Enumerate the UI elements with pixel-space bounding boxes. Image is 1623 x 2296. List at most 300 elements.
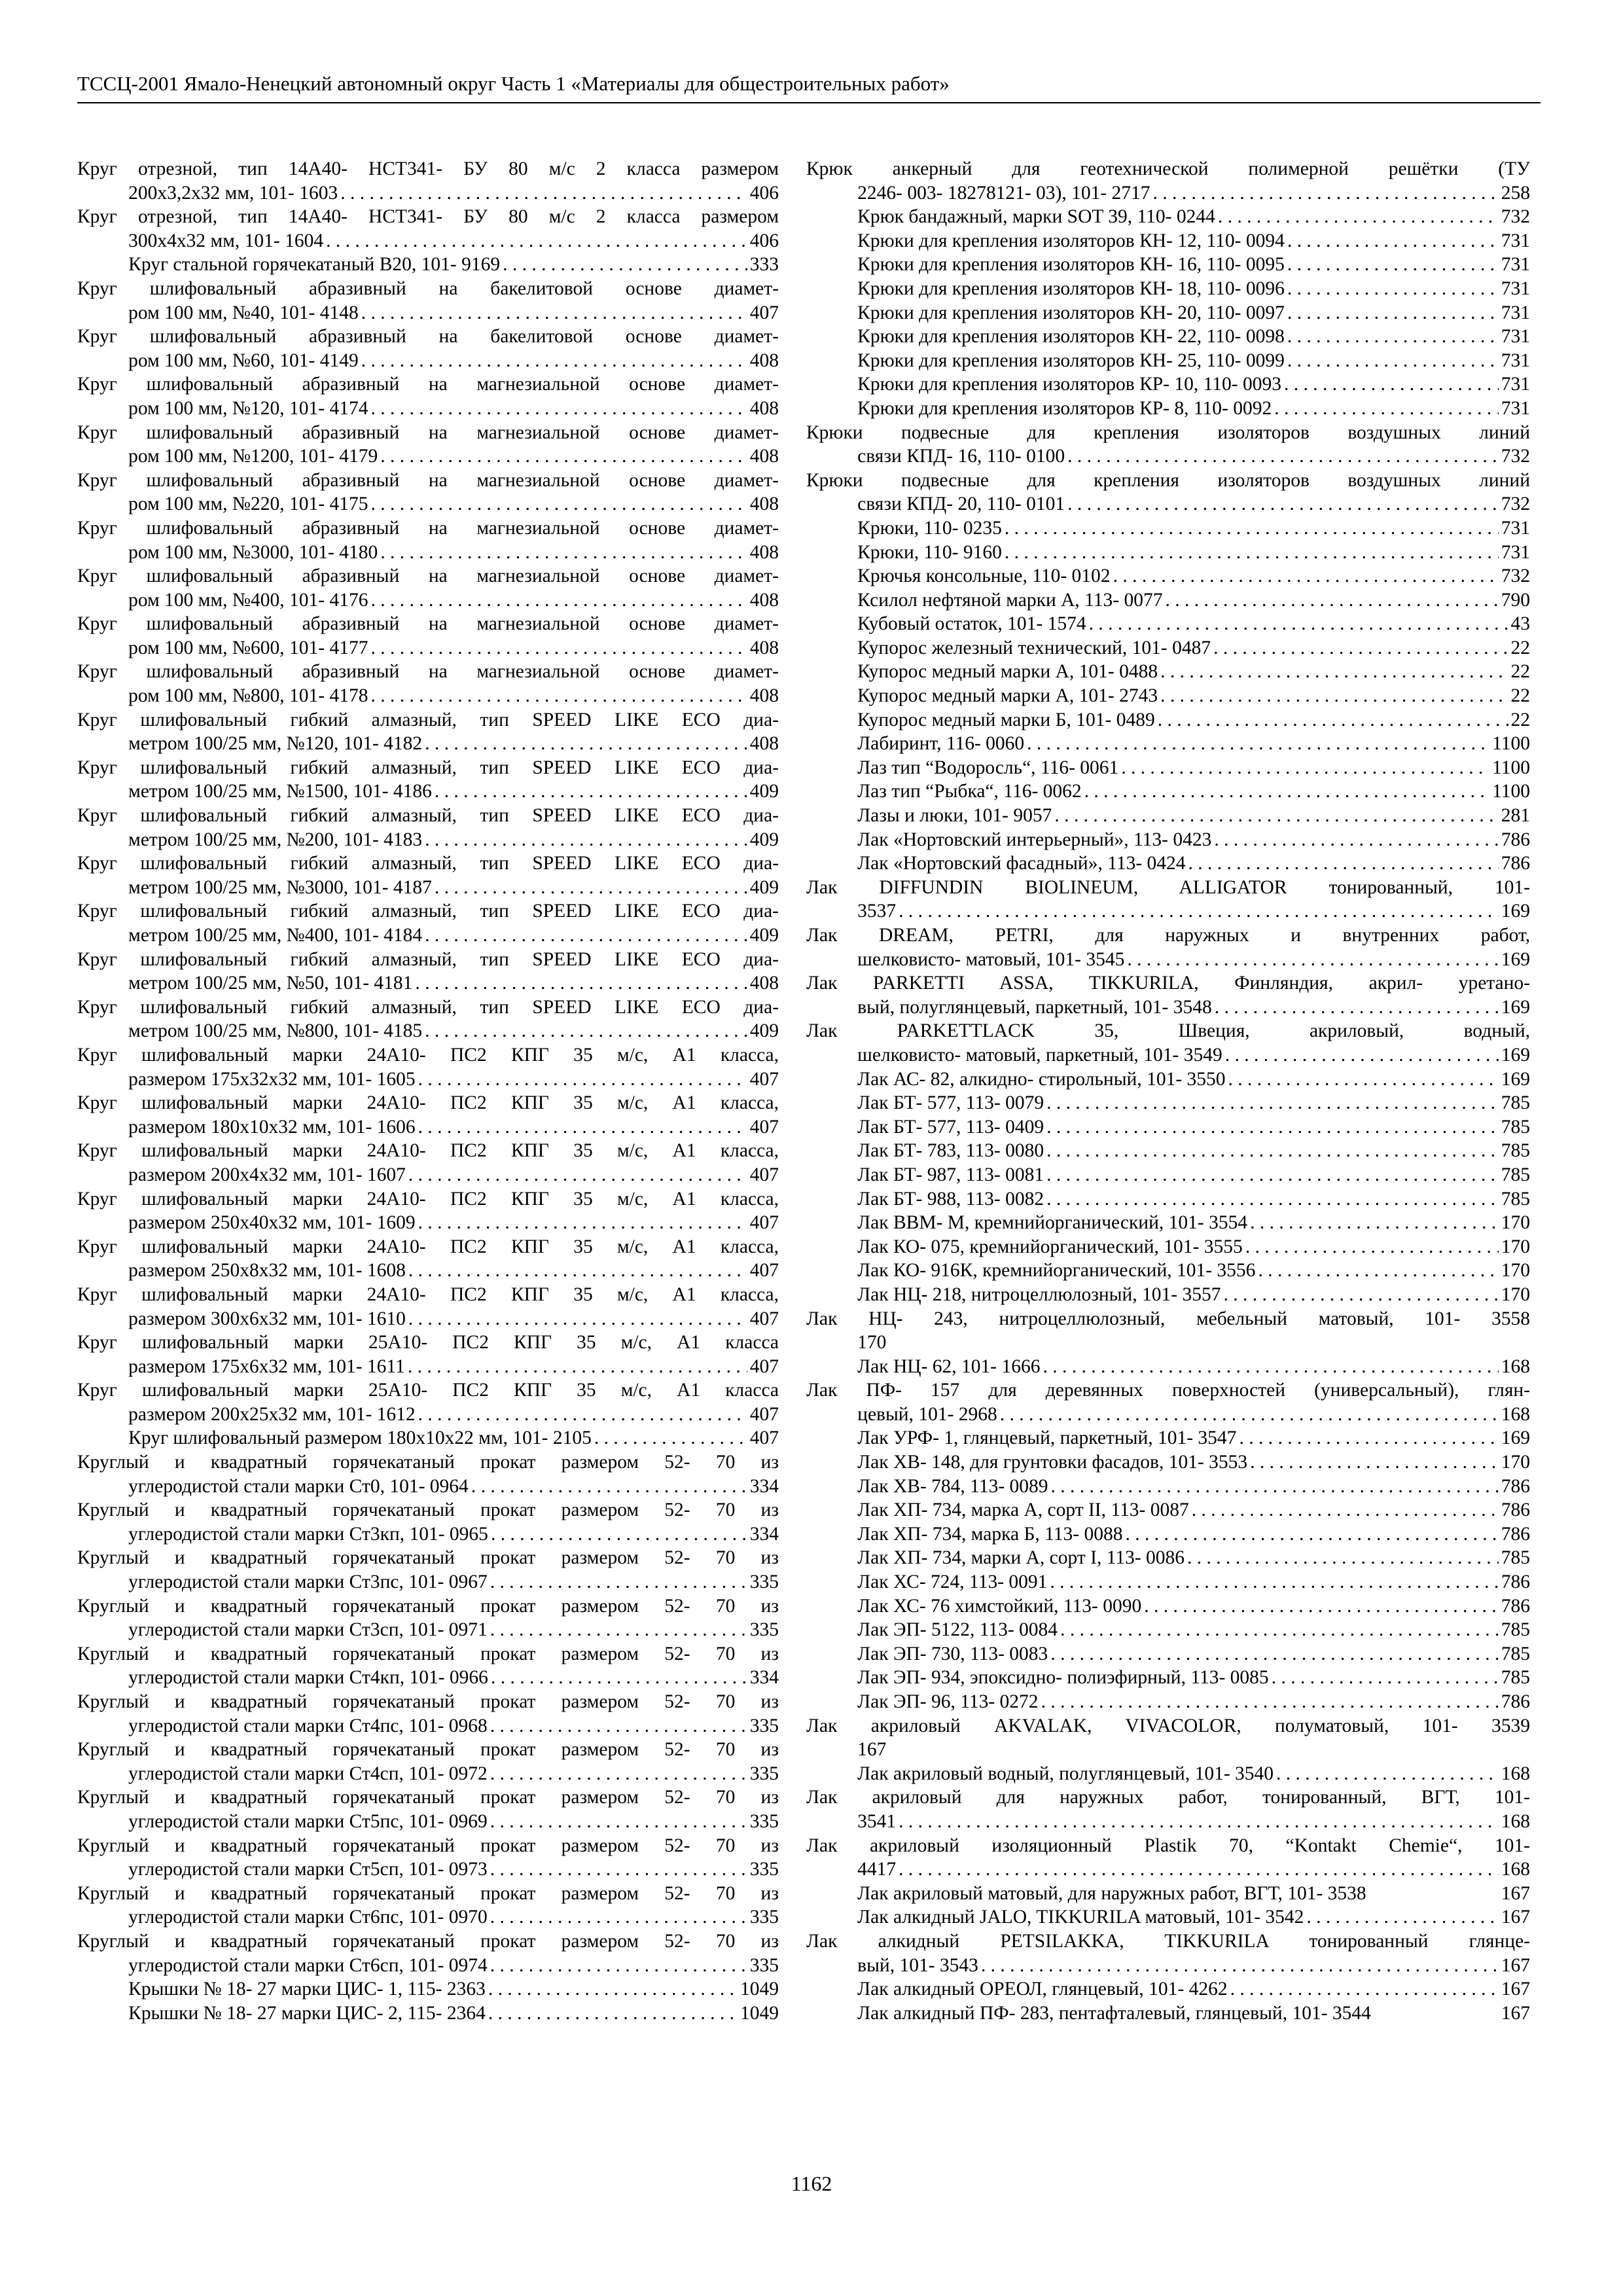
index-entry-page: 407	[749, 1260, 779, 1282]
index-entry-text: Крюки для крепления изоляторов КН- 16, 110- 0095	[857, 254, 1285, 276]
index-entry-text: Лак ПФ- 157 для деревянных поверхностей (универсальный), глян-	[806, 1380, 1530, 1401]
index-entry-continuation: ром 100 мм, №60, 101- 4149	[128, 350, 359, 371]
index-entry-text: Круг шлифовальный абразивный на магнезиальной основе диамет-	[77, 422, 779, 443]
index-entry-page: 406	[749, 182, 779, 204]
index-entry-page: 407	[749, 1308, 779, 1329]
index-entry	[806, 1211, 1530, 1235]
index-entry	[77, 660, 779, 708]
index-entry	[806, 229, 1530, 253]
index-entry-page: 785	[1501, 1188, 1530, 1210]
index-entry-continuation: 2246- 003- 18278121- 03), 101- 2717	[857, 182, 1150, 204]
index-entry-continuation: углеродистой стали марки Ст4пс, 101- 0968	[128, 1715, 488, 1736]
index-entry	[806, 1091, 1530, 1115]
header-rule	[77, 102, 1541, 103]
index-entry	[806, 612, 1530, 636]
dot-leader	[1046, 1187, 1499, 1211]
dot-leader	[1274, 397, 1499, 421]
index-entry	[806, 804, 1530, 828]
dot-leader	[491, 1522, 747, 1547]
index-entry-continuation: размером 175х6х32 мм, 101- 1611	[128, 1355, 405, 1377]
index-entry-page: 785	[1501, 1547, 1530, 1569]
index-entry	[806, 780, 1530, 804]
index-entry	[806, 660, 1530, 684]
index-entry-continuation: размером 200х25х32 мм, 101- 1612	[128, 1403, 416, 1425]
index-entry	[77, 2001, 779, 2026]
index-entry-page: 731	[1501, 517, 1530, 539]
index-entry-text: Круглый и квадратный горячекатаный прокат размером 52- 70 из	[77, 1835, 779, 1856]
index-entry	[806, 421, 1530, 469]
index-entry-page: 731	[1501, 230, 1530, 251]
index-entry-continuation: углеродистой стали марки Ст6пс, 101- 0970	[128, 1907, 488, 1928]
index-entry-continuation: углеродистой стали марки Ст0, 101- 0964	[128, 1475, 469, 1497]
dot-leader	[361, 349, 747, 373]
index-entry-continuation: углеродистой стали марки Ст3кп, 101- 0965	[128, 1523, 488, 1545]
index-entry-page: 731	[1501, 254, 1530, 276]
index-entry-text: Круг шлифовальный марки 25А10- ПС2 КПГ 35 м/с, А1 класса	[77, 1380, 779, 1401]
index-entry-page: 281	[1501, 805, 1530, 827]
index-entry-text: Лаз тип “Водоросль“, 116- 0061	[857, 757, 1119, 778]
index-entry-text: Кубовый остаток, 101- 1574	[857, 613, 1086, 635]
index-entry-continuation: метром 100/25 мм, №50, 101- 4181	[128, 973, 413, 994]
dot-leader	[1067, 444, 1499, 469]
dot-leader	[1258, 1259, 1498, 1283]
index-entry-page: 408	[749, 493, 779, 515]
index-entry-text: Круг шлифовальный размером 180х10х22 мм, 101- 2105	[128, 1427, 592, 1449]
index-entry	[806, 1546, 1530, 1570]
index-entry-page: 334	[749, 1475, 779, 1497]
index-entry-page: 169	[1501, 1068, 1530, 1090]
index-entry-page: 170	[1501, 1260, 1530, 1282]
index-entry-text: Крюки для крепления изоляторов КН- 18, 110- 0096	[857, 278, 1285, 299]
dot-leader	[1250, 1450, 1499, 1475]
index-entry-page: 790	[1501, 589, 1530, 611]
index-entry-continuation: углеродистой стали марки Ст4сп, 101- 0972	[128, 1763, 488, 1784]
index-entry-text: Лак БТ- 577, 113- 0409	[857, 1116, 1044, 1138]
dot-leader	[981, 1954, 1499, 1978]
index-entry-continuation: связи КПД- 20, 110- 0101	[857, 493, 1065, 515]
index-entry	[806, 876, 1530, 924]
index-entry-text: Круглый и квадратный горячекатаный прокат размером 52- 70 из	[77, 1691, 779, 1712]
index-entry-page: 786	[1501, 1571, 1530, 1593]
index-entry-page: 168	[1501, 1859, 1530, 1880]
dot-leader	[418, 1211, 747, 1235]
dot-leader	[408, 1307, 747, 1331]
index-entry-text: Крюки для крепления изоляторов КР- 10, 110- 0093	[857, 374, 1281, 395]
index-entry-text: Лак алкидный PETSILAKKA, TIKKURILA тонированный глянце-	[806, 1930, 1530, 1952]
dot-leader	[1223, 1283, 1498, 1307]
dot-leader	[415, 971, 747, 996]
index-entry-page: 408	[749, 733, 779, 755]
index-entry-text: Лак НЦ- 218, нитроцеллюлозный, 101- 3557	[857, 1283, 1221, 1305]
dot-leader	[408, 1163, 747, 1187]
index-entry-page: 409	[749, 1020, 779, 1042]
index-entry-text: Круг шлифовальный абразивный на магнезиальной основе диамет-	[77, 565, 779, 587]
dot-leader	[1153, 181, 1499, 206]
index-entry-continuation: ром 100 мм, №1200, 101- 4179	[128, 446, 378, 467]
index-entry-text: Круг шлифовальный марки 24А10- ПС2 КПГ 35 м/с, А1 класса,	[77, 1044, 779, 1066]
index-entry	[806, 756, 1530, 780]
index-entry	[806, 1666, 1530, 1690]
index-entry-page: 167	[857, 1739, 887, 1761]
index-entry	[77, 1929, 779, 1977]
index-entry-text: Круглый и квадратный горячекатаный прокат размером 52- 70 из	[77, 1739, 779, 1761]
index-entry-text: Круг шлифовальный абразивный на магнезиальной основе диамет-	[77, 374, 779, 395]
index-entry-continuation: цевый, 101- 2968	[857, 1403, 997, 1425]
index-entry-page: 168	[1501, 1810, 1530, 1832]
index-entry-continuation: ром 100 мм, №400, 101- 4176	[128, 589, 368, 611]
index-entry	[806, 1905, 1530, 1929]
index-entry	[77, 1977, 779, 2001]
index-entry-text: Лаз тип “Рыбка“, 116- 0062	[857, 781, 1082, 802]
dot-leader	[1214, 828, 1498, 852]
index-entry	[806, 564, 1530, 588]
index-entry	[77, 469, 779, 516]
index-entry	[806, 1426, 1530, 1450]
index-entry-text: Купорос медный марки Б, 101- 0489	[857, 709, 1155, 730]
index-entry-page: 1100	[1492, 781, 1530, 802]
dot-leader	[340, 181, 747, 206]
index-entry	[77, 1594, 779, 1642]
index-entry	[77, 421, 779, 469]
index-entry-text: Круг шлифовальный гибкий алмазный, тип SPEED LIKE ECO диа-	[77, 948, 779, 970]
dot-leader	[1089, 612, 1508, 636]
index-entry-page: 168	[1501, 1763, 1530, 1784]
index-entry	[806, 205, 1530, 229]
dot-leader	[425, 732, 747, 756]
dot-leader	[1287, 253, 1499, 277]
index-entry-continuation: ром 100 мм, №600, 101- 4177	[128, 637, 368, 658]
dot-leader	[1005, 516, 1499, 541]
index-entry-continuation: метром 100/25 мм, №120, 101- 4182	[128, 733, 423, 755]
index-entry	[77, 1235, 779, 1283]
index-entry-text: Крюк бандажный, марки SOT 39, 110- 0244	[857, 206, 1215, 228]
index-entry-text: Круг шлифовальный марки 24А10- ПС2 КПГ 35 м/с, А1 класса,	[77, 1188, 779, 1210]
index-entry-page: 168	[1501, 1355, 1530, 1377]
index-entry-text: Лак DREAM, PETRI, для наружных и внутренних работ,	[806, 925, 1530, 946]
index-entry	[806, 1785, 1530, 1833]
dot-leader	[490, 1618, 747, 1642]
index-entry-text: Круг отрезной, тип 14А40- НСТ341- БУ 80 м/с 2 класса размером	[77, 158, 779, 179]
index-entry-page: 408	[749, 973, 779, 994]
dot-leader	[1046, 1163, 1499, 1187]
index-entry	[806, 253, 1530, 277]
dot-leader	[1005, 541, 1499, 565]
index-entry-page: 407	[749, 1164, 779, 1185]
index-entry	[806, 1355, 1530, 1379]
index-entry-text: Крышки № 18- 27 марки ЦИС- 2, 115- 2364	[128, 2002, 486, 2024]
dot-leader	[361, 301, 747, 325]
index-entry	[806, 516, 1530, 541]
index-entry-text: Лак НЦ- 62, 101- 1666	[857, 1355, 1041, 1377]
index-entry-text: Лак БТ- 987, 113- 0081	[857, 1164, 1044, 1185]
index-entry-page: 169	[1501, 1044, 1530, 1066]
index-entry-text: Круг шлифовальный абразивный на магнезиальной основе диамет-	[77, 613, 779, 635]
index-entry-page: 169	[1501, 996, 1530, 1018]
index-entry	[806, 349, 1530, 373]
index-entry	[77, 852, 779, 899]
index-entry	[806, 1450, 1530, 1475]
index-entry-page: 408	[749, 446, 779, 467]
index-entry-continuation: 200х3,2х32 мм, 101- 1603	[128, 182, 338, 204]
index-entry-page: 406	[749, 230, 779, 251]
index-entry-continuation: метром 100/25 мм, №400, 101- 4184	[128, 925, 423, 946]
index-entry-page: 22	[1510, 637, 1530, 658]
dot-leader	[1272, 1666, 1499, 1690]
index-entry-page: 407	[749, 1403, 779, 1425]
index-entry-continuation: ром 100 мм, №120, 101- 4174	[128, 397, 368, 419]
index-entry	[77, 1043, 779, 1091]
dot-leader	[1041, 1690, 1499, 1714]
dot-leader	[380, 541, 747, 565]
index-entry	[77, 948, 779, 996]
index-entry-page: 1049	[740, 2002, 779, 2024]
index-entry	[77, 996, 779, 1043]
index-entry-page: 409	[749, 925, 779, 946]
index-entry-page: 335	[749, 1907, 779, 1928]
dot-leader	[435, 876, 747, 900]
index-entry-page: 408	[749, 397, 779, 419]
index-entry	[806, 636, 1530, 660]
index-entry	[77, 1450, 779, 1498]
dot-leader	[425, 828, 747, 852]
index-entry	[806, 2001, 1530, 2026]
index-entry	[806, 971, 1530, 1019]
dot-leader	[1213, 636, 1508, 660]
index-entry-page: 408	[749, 589, 779, 611]
dot-leader	[1046, 1115, 1499, 1139]
index-entry-text: Лак ХВ- 148, для грунтовки фасадов, 101- 3553	[857, 1452, 1248, 1473]
running-header: ТССЦ-2001 Ямало-Ненецкий автономный округ Часть 1 «Материалы для общестроительных работ»	[77, 72, 950, 95]
index-entry	[77, 1738, 779, 1785]
dot-leader	[1043, 1355, 1499, 1379]
index-entry-page: 334	[749, 1667, 779, 1689]
index-entry	[77, 1834, 779, 1882]
index-entry-text: Крюк анкерный для геотехнической полимерной решётки (ТУ	[806, 158, 1530, 179]
index-entry-text: Лак КО- 916К, кремнийорганический, 101- 3556	[857, 1260, 1256, 1282]
index-entry	[806, 1882, 1530, 1906]
index-entry-text: Крюки для крепления изоляторов КН- 12, 110- 0094	[857, 230, 1285, 251]
index-entry-continuation: углеродистой стали марки Ст4кп, 101- 0966	[128, 1667, 488, 1689]
index-entry	[806, 1498, 1530, 1522]
index-entry-text: Лак ХВ- 784, 113- 0089	[857, 1475, 1048, 1497]
index-entry-continuation: размером 250х40х32 мм, 101- 1609	[128, 1212, 416, 1234]
index-entry	[77, 516, 779, 564]
index-entry-text: Лак алкидный ОРЕОЛ, глянцевый, 101- 4262	[857, 1979, 1228, 2000]
dot-leader	[1188, 852, 1499, 876]
index-entry-continuation: углеродистой стали марки Ст5сп, 101- 0973	[128, 1859, 488, 1880]
index-entry-text: Круглый и квадратный горячекатаный прокат размером 52- 70 из	[77, 1930, 779, 1952]
index-entry-text: Лак ЭП- 730, 113- 0083	[857, 1643, 1048, 1664]
index-entry-page: 785	[1501, 1619, 1530, 1641]
index-entry-page: 169	[1501, 948, 1530, 970]
dot-leader	[1126, 1522, 1499, 1547]
index-entry	[77, 756, 779, 804]
index-entry-page: 170	[1501, 1212, 1530, 1234]
dot-leader	[425, 924, 747, 948]
index-entry-text: Лак БТ- 577, 113- 0079	[857, 1092, 1044, 1114]
index-entry-text: Круглый и квадратный горячекатаный прокат размером 52- 70 из	[77, 1882, 779, 1904]
index-entry-text: Круг шлифовальный гибкий алмазный, тип SPEED LIKE ECO диа-	[77, 901, 779, 922]
index-entry-page: 731	[1501, 374, 1530, 395]
dot-leader	[370, 684, 747, 708]
index-entry-text: Круг шлифовальный гибкий алмазный, тип SPEED LIKE ECO диа-	[77, 853, 779, 874]
dot-leader	[1245, 1235, 1499, 1259]
index-entry	[77, 1882, 779, 1929]
dot-leader	[1054, 804, 1498, 828]
dot-leader	[1113, 564, 1499, 588]
index-entry-page: 170	[1501, 1283, 1530, 1305]
dot-leader	[1060, 1618, 1499, 1642]
dot-leader	[1287, 325, 1499, 349]
dot-leader	[1215, 996, 1499, 1020]
index-entry	[806, 852, 1530, 876]
index-entry-continuation: ром 100 мм, №800, 101- 4178	[128, 685, 368, 707]
index-entry-page: 786	[1501, 1691, 1530, 1712]
index-entry	[806, 1642, 1530, 1666]
index-entry-continuation: углеродистой стали марки Ст3сп, 101- 0971	[128, 1619, 488, 1641]
index-entry-continuation: углеродистой стали марки Ст6сп, 101- 0974	[128, 1954, 488, 1976]
index-entry-text: Лак PARKETTI ASSA, TIKKURILA, Финляндия, акрил- уретано-	[806, 973, 1530, 994]
index-entry-text: Лак АС- 82, алкидно- стирольный, 101- 3550	[857, 1068, 1226, 1090]
index-entry	[806, 469, 1530, 516]
index-entry-page: 409	[749, 829, 779, 850]
index-entry-page: 731	[1501, 397, 1530, 419]
index-entry-page: 786	[1501, 1595, 1530, 1617]
index-entry-text: Лак ЭП- 934, эпоксидно- полиэфирный, 113- 0085	[857, 1667, 1269, 1689]
index-entry	[806, 1690, 1530, 1714]
index-entry-text: Лак «Нортовский фасадный», 113- 0424	[857, 853, 1186, 874]
index-entry	[806, 1139, 1530, 1163]
index-entry	[806, 325, 1530, 349]
index-entry-page: 731	[1501, 350, 1530, 371]
dot-leader	[1276, 1762, 1499, 1786]
index-entry-text: Лак БТ- 988, 113- 0082	[857, 1188, 1044, 1210]
dot-leader	[1228, 1067, 1499, 1092]
dot-leader	[1027, 732, 1489, 756]
index-entry-page: 22	[1510, 685, 1530, 707]
index-entry-page: 335	[749, 1954, 779, 1976]
dot-leader	[1046, 1091, 1499, 1115]
index-entry	[77, 1378, 779, 1426]
index-entry-text: Купорос медный марки А, 101- 2743	[857, 685, 1158, 707]
index-entry-page: 408	[749, 637, 779, 658]
dot-leader	[490, 1810, 747, 1834]
index-entry-page: 167	[1501, 1954, 1530, 1976]
index-entry	[806, 1019, 1530, 1067]
index-entry	[806, 1259, 1530, 1283]
dot-leader	[1192, 1498, 1499, 1522]
index-entry	[806, 1522, 1530, 1547]
index-entry	[77, 205, 779, 253]
index-entry	[806, 1618, 1530, 1642]
index-entry	[77, 1426, 779, 1450]
index-entry	[806, 1067, 1530, 1092]
index-entry-page: 409	[749, 876, 779, 898]
dot-leader	[1067, 492, 1499, 516]
index-entry-text: Крюки для крепления изоляторов КР- 8, 110- 0092	[857, 397, 1272, 419]
index-entry-page: 407	[749, 1355, 779, 1377]
index-entry-continuation: метром 100/25 мм, №1500, 101- 4186	[128, 781, 432, 802]
index-entry	[806, 541, 1530, 565]
index-entry-text: Лак алкидный JALO, TIKKURILA матовый, 101- 3542	[857, 1907, 1304, 1928]
index-entry	[77, 1785, 779, 1833]
index-entry-text: Круг шлифовальный абразивный на магнезиальной основе диамет-	[77, 469, 779, 491]
index-entry-page: 407	[749, 302, 779, 323]
dot-leader	[380, 444, 747, 469]
index-entry-text: Лак PARKETTLACK 35, Швеция, акриловый, водный,	[806, 1020, 1530, 1042]
index-entry-text: Лабиринт, 116- 0060	[857, 733, 1025, 755]
index-entry-text: Лак алкидный ПФ- 283, пентафталевый, глянцевый, 101- 3544	[857, 2002, 1371, 2024]
index-entry	[77, 1690, 779, 1738]
index-entry-page: 408	[749, 685, 779, 707]
index-entry-page: 333	[749, 254, 779, 276]
index-entry-text: Круг шлифовальный марки 25А10- ПС2 КПГ 35 м/с, А1 класса	[77, 1332, 779, 1354]
index-entry-text: Лак акриловый изоляционный Plastik 70, “Kontakt Chemie“, 101-	[806, 1835, 1530, 1856]
index-entry	[806, 397, 1530, 421]
index-entry	[77, 157, 779, 205]
index-entry-text: Круг шлифовальный гибкий алмазный, тип SPEED LIKE ECO диа-	[77, 805, 779, 827]
index-entry-page: 408	[749, 350, 779, 371]
index-entry-page: 168	[1501, 1403, 1530, 1425]
dot-leader	[1306, 1905, 1498, 1929]
index-entry-text: Круг шлифовальный марки 24А10- ПС2 КПГ 35 м/с, А1 класса,	[77, 1236, 779, 1257]
index-entry-page: 335	[749, 1763, 779, 1784]
index-entry	[806, 1570, 1530, 1594]
index-entry	[806, 708, 1530, 732]
dot-leader	[1000, 1403, 1499, 1427]
index-entry-text: Лак ЭП- 5122, 113- 0084	[857, 1619, 1058, 1641]
index-entry-text: Круг шлифовальный гибкий алмазный, тип SPEED LIKE ECO диа-	[77, 709, 779, 730]
index-entry-page: 335	[749, 1810, 779, 1832]
index-entry-continuation: вый, 101- 3543	[857, 1954, 978, 1976]
dot-leader	[418, 1067, 747, 1092]
index-entry	[806, 372, 1530, 397]
index-entry-page: 731	[1501, 278, 1530, 299]
index-entry	[806, 684, 1530, 708]
index-entry-continuation: размером 200х4х32 мм, 101- 1607	[128, 1164, 406, 1185]
index-entry-continuation: размером 180х10х32 мм, 101- 1606	[128, 1116, 416, 1138]
index-entry	[77, 1283, 779, 1331]
index-entry-continuation: связи КПД- 16, 110- 0100	[857, 446, 1065, 467]
dot-leader	[1287, 229, 1499, 253]
dot-leader	[1166, 588, 1499, 613]
index-entry	[806, 1235, 1530, 1259]
index-entry-continuation: углеродистой стали марки Ст3пс, 101- 0967	[128, 1571, 488, 1593]
index-entry-text: Крюки подвесные для крепления изоляторов воздушных линий	[806, 422, 1530, 443]
index-entry-page: 786	[1501, 853, 1530, 874]
index-entry-page: 785	[1501, 1667, 1530, 1689]
index-entry	[77, 1091, 779, 1139]
dot-leader	[1225, 1043, 1499, 1067]
index-entry-text: Лак ХП- 734, марки А, сорт I, 113- 0086	[857, 1547, 1185, 1569]
dot-leader	[1051, 1475, 1499, 1499]
index-entry-continuation: углеродистой стали марки Ст5пс, 101- 0969	[128, 1810, 488, 1832]
index-entry-text: Лак ВВМ- М, кремнийорганический, 101- 3554	[857, 1212, 1248, 1234]
index-column-left	[77, 157, 779, 2025]
index-entry-text: Круг шлифовальный абразивный на бакелитовой основе диамет-	[77, 278, 779, 299]
dot-leader	[370, 397, 747, 421]
index-entry	[77, 1187, 779, 1235]
index-entry-page: 167	[1501, 1907, 1530, 1928]
index-entry-continuation: ром 100 мм, №40, 101- 4148	[128, 302, 359, 323]
index-entry	[77, 1498, 779, 1546]
dot-leader	[408, 1355, 747, 1379]
dot-leader	[471, 1475, 747, 1499]
dot-leader	[490, 1762, 747, 1786]
dot-leader	[1250, 1211, 1499, 1235]
index-entry-text: Круглый и квадратный горячекатаный прокат размером 52- 70 из	[77, 1595, 779, 1617]
index-entry-page: 43	[1510, 613, 1530, 635]
